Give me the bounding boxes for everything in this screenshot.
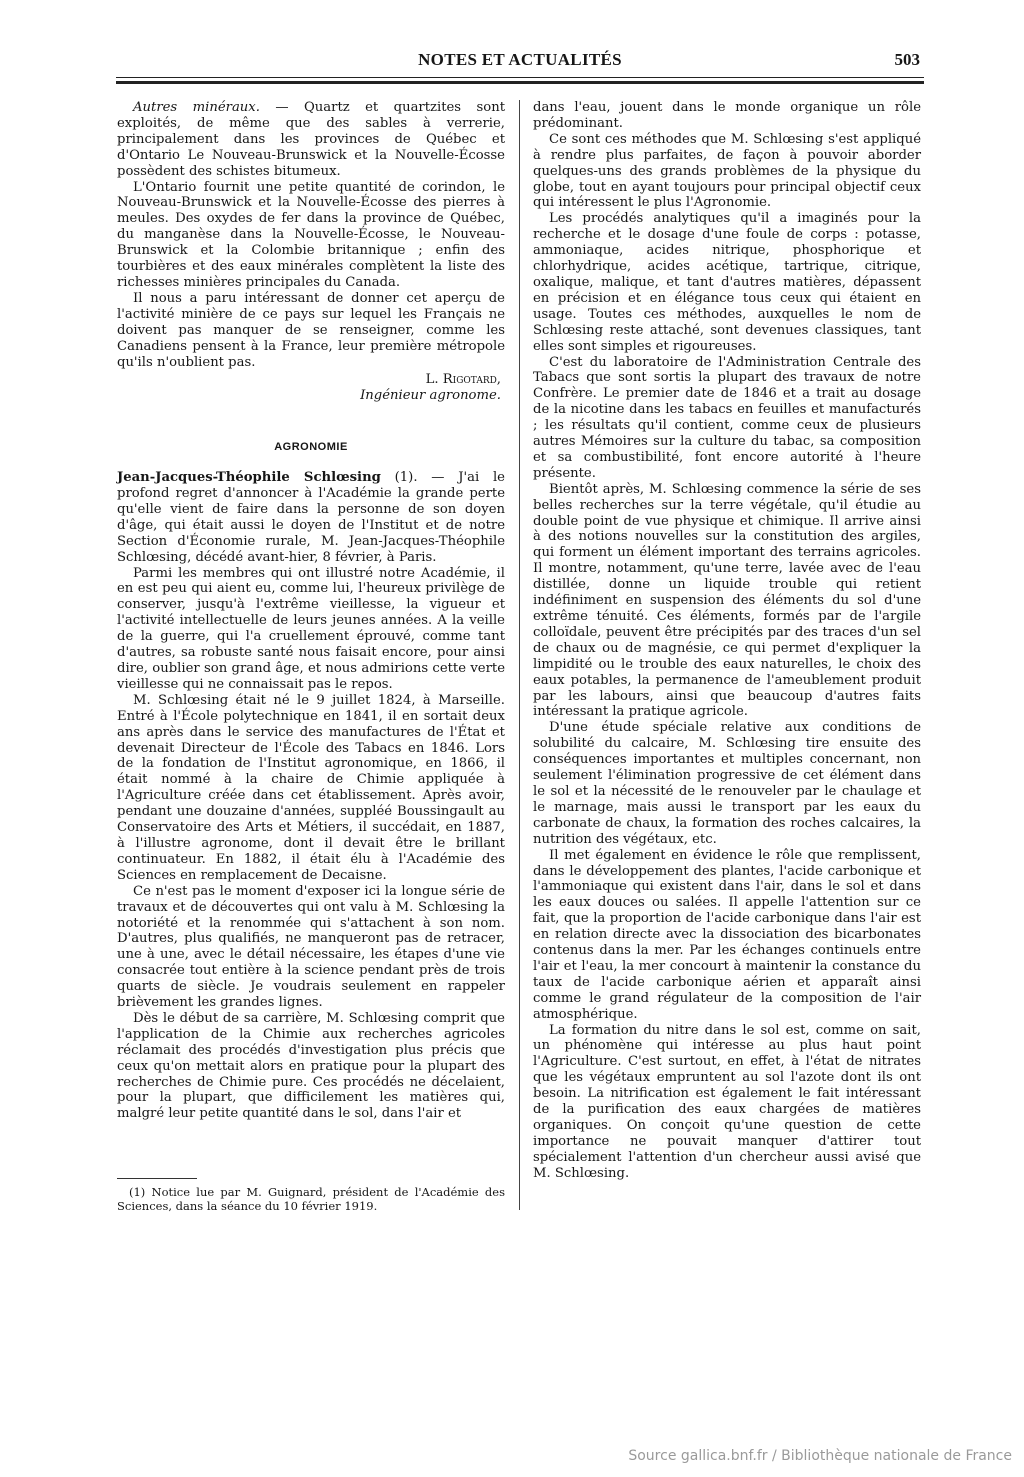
paragraph: Parmi les membres qui ont illustré notre Académie, il en est peu qui aient eu, comme lui, l'heureux privilège de conserver, jusqu'à l'extrême vieillesse, la vigueur et l'activité intellectuelle de leurs jeunes années. A la veille de la guerre, qui l'a cruellement éprouvé, comme tant d'autres, sa robuste santé nous faisait encore, pour ainsi dire, oublier son grand âge, et nous admirions cette verte vieillesse qui ne connaissait pas le repos. (117, 565, 505, 692)
article-title: Jean-Jacques-Théophile Schlœsing (117, 470, 381, 486)
signature (117, 372, 501, 404)
paragraph: Il met également en évidence le rôle que remplissent, dans le développement des plantes, l'acide carbonique et l'ammoniaque qui existent dans l'air, dans le sol et dans les eaux douces ou salées. Il appelle l'attention sur ce fait, que la proportion de l'acide carbonique dans l'air est en relation directe avec la dissociation des bicarbonates contenus dans la mer. Par les échanges continuels entre l'air et l'eau, la mer concourt à maintenir la constance du taux de l'acide carbonique aérien et apparaît ainsi comme le grand régulateur de la composition de l'air atmosphérique. (533, 847, 921, 1022)
paragraph: dans l'eau, jouent dans le monde organique un rôle prédominant. (533, 100, 921, 131)
section-title: AGRONOMIE (274, 441, 348, 454)
signature-title: Ingénieur agronome. (360, 388, 501, 404)
source-attribution: Source gallica.bnf.fr / Bibliothèque nationale de France (628, 1448, 1012, 1464)
paragraph: Ce n'est pas le moment d'exposer ici la longue série de travaux et de découvertes qui ont valu à M. Schlœsing la notoriété et la renommée qui s'attachent à son nom. D'autres, plus qualifiés, ne manqueront pas de retracer, une à une, avec le détail nécessaire, les étapes d'une vie consacrée tout entière à la science pendant près de trois quarts de siècle. Je voudrais seulement en rappeler brièvement les grandes lignes. (117, 883, 505, 1011)
paragraph: Ce sont ces méthodes que M. Schlœsing s'est appliqué à rendre plus parfaites, de façon à pouvoir aborder quelques-uns des grands problèmes de la physique du globe, tout en ayant toujours pour principal objectif ceux qui intéressent le plus l'Agronomie. (533, 131, 921, 211)
paragraph: La formation du nitre dans le sol est, comme on sait, un phénomène qui intéresse au plus haut point l'Agriculture. C'est surtout, en effet, à l'état de nitrates que les végétaux empruntent au sol l'azote dont ils ont besoin. La nitrification est également le fait intéressant de la purification des eaux chargées de matières organiques. On conçoit qu'une question de cette importance ne pouvait manquer d'attirer tout spécialement l'attention d'un chercheur aussi avisé que M. Schlœsing. (533, 1022, 921, 1181)
page-number: 503 (894, 50, 920, 69)
paragraph: L'Ontario fournit une petite quantité de corindon, le Nouveau-Brunswick et la Nouvelle-Écosse des pierres à meules. Des oxydes de fer dans la province de Québec, du manganèse dans la Nouvelle-Écosse, le Nouveau-Brunswick et la Colombie britannique ; enfin des tourbières et des eaux minérales complètent la liste des richesses minières principales du Canada. (117, 179, 505, 290)
paragraph: Les procédés analytiques qu'il a imaginés pour la recherche et le dosage d'une foule de corps : potasse, ammoniaque, acides nitrique, phosphorique et chlorhydrique, acides acétique, tartrique, citrique, oxalique, malique, et tant d'autres matières, dépassent en précision et en élégance tous ceux qui étaient en usage. Toutes ces méthodes, auxquelles le nom de Schlœsing reste attaché, sont devenues classiques, tant elles sont simples et rigoureuses. (533, 211, 921, 354)
paragraph (117, 100, 505, 180)
header-rule-thick (116, 81, 924, 84)
paragraph: Il nous a paru intéressant de donner cet aperçu de l'activité minière de ce pays sur lequel les Français ne doivent pas manquer de se renseigner, comme les Canadiens pensent à la France, leur première métropole qu'ils n'oublient pas. (117, 290, 505, 370)
paragraph-text: — J'ai le profond regret d'annoncer à l'Académie la grande perte qu'elle vient de faire dans la personne de son doyen d'âge, qui était aussi le doyen de l'Institut et de notre Section d'Économie rurale, M. Jean-Jacques-Théophile Schlœsing, décédé avant-hier, 8 février, à Paris. (117, 470, 505, 565)
footnote-rule (117, 1178, 197, 1179)
signature-name: L. Rigotard, (425, 372, 501, 388)
running-header (116, 48, 924, 76)
paragraph-lead: Autres minéraux. (133, 100, 260, 115)
paragraph: D'une étude spéciale relative aux conditions de solubilité du calcaire, M. Schlœsing tire ensuite des conséquences importantes et multiples concernant, non seulement l'élimination progressive de cet élément dans le sol et la nécessité de le renouveler par le chaulage et le marnage, mais aussi le transport par les eaux du carbonate de chaux, la formation des roches calcaires, la nutrition des végétaux, etc. (533, 720, 921, 847)
paragraph-text: — Quartz et quartzites sont exploités, de même que des sables à verrerie, principalement dans les provinces de Québec et d'Ontario Le Nouveau-Brunswick et la Nouvelle-Écosse possèdent des schistes bitumeux. (117, 100, 505, 179)
paragraph: M. Schlœsing était né le 9 juillet 1824, à Marseille. Entré à l'École polytechnique en 1841, il en sortait deux ans après dans le service des manufactures de l'État et devenait Directeur de l'École des Tabacs en 1846. Lors de la fondation de l'Institut agronomique, en 1866, il était nommé à la chaire de Chimie appliquée à l'Agriculture créée dans cet établissement. Après avoir, pendant une douzaine d'années, suppléé Boussingault au Conservatoire des Arts et Métiers, il succédait, en 1887, à l'illustre agronome, dont il devait être le brillant continuateur. En 1882, il était élu à l'Académie des Sciences en remplacement de Decaisne. (117, 692, 505, 883)
header-rule-thin (116, 77, 924, 78)
footnote-ref: (1). (380, 470, 418, 486)
left-column (117, 100, 505, 1122)
right-column (533, 100, 921, 1182)
paragraph: Dès le début de sa carrière, M. Schlœsing comprit que l'application de la Chimie aux recherches agricoles réclamait des procédés d'investigation plus précis que ceux qu'on mettait alors en pratique pour la plupart des recherches de Chimie pure. Ces procédés ne décelaient, pour la plupart, que difficilement les matières qui, malgré leur petite quantité dans le sol, dans l'air et (117, 1010, 505, 1122)
paragraph (117, 470, 505, 565)
paragraph: Bientôt après, M. Schlœsing commence la série de ses belles recherches sur la terre végétale, qu'il étudie au double point de vue physique et chimique. Il arrive ainsi à des notions nouvelles sur la constitution des argiles, qui forment un élément important des terrains agricoles. Il montre, notamment, qu'une terre, lavée avec de l'eau distillée, donne un liquide trouble qui retient indéfiniment en suspension des éléments du sol d'une extrême ténuité. Ces éléments, formés par de l'argile colloïdale, peuvent être précipités par des traces d'un sel de chaux ou de magnésie, ce qui permet d'expliquer la limpidité ou le trouble des eaux naturelles, le choix des eaux potables, la permanence de l'ameublement produit par les labours, ainsi que beaucoup d'autres faits intéressant la pratique agricole. (533, 481, 921, 720)
header-title: NOTES ET ACTUALITÉS (418, 50, 622, 69)
column-divider (519, 100, 520, 1210)
paragraph: C'est du laboratoire de l'Administration Centrale des Tabacs que sont sortis la plupart des travaux de notre Confrère. Le premier date de 1846 et a trait au dosage de la nicotine dans les tabacs en feuilles et manufacturés ; les résultats qu'il contient, comme ceux de plusieurs autres Mémoires sur la culture du tabac, sa composition et sa combustibilité, font encore autorité à l'heure présente. (533, 354, 921, 481)
footnote: (1) Notice lue par M. Guignard, président de l'Académie des Sciences, dans la séance du 10 février 1919. (117, 1185, 505, 1213)
